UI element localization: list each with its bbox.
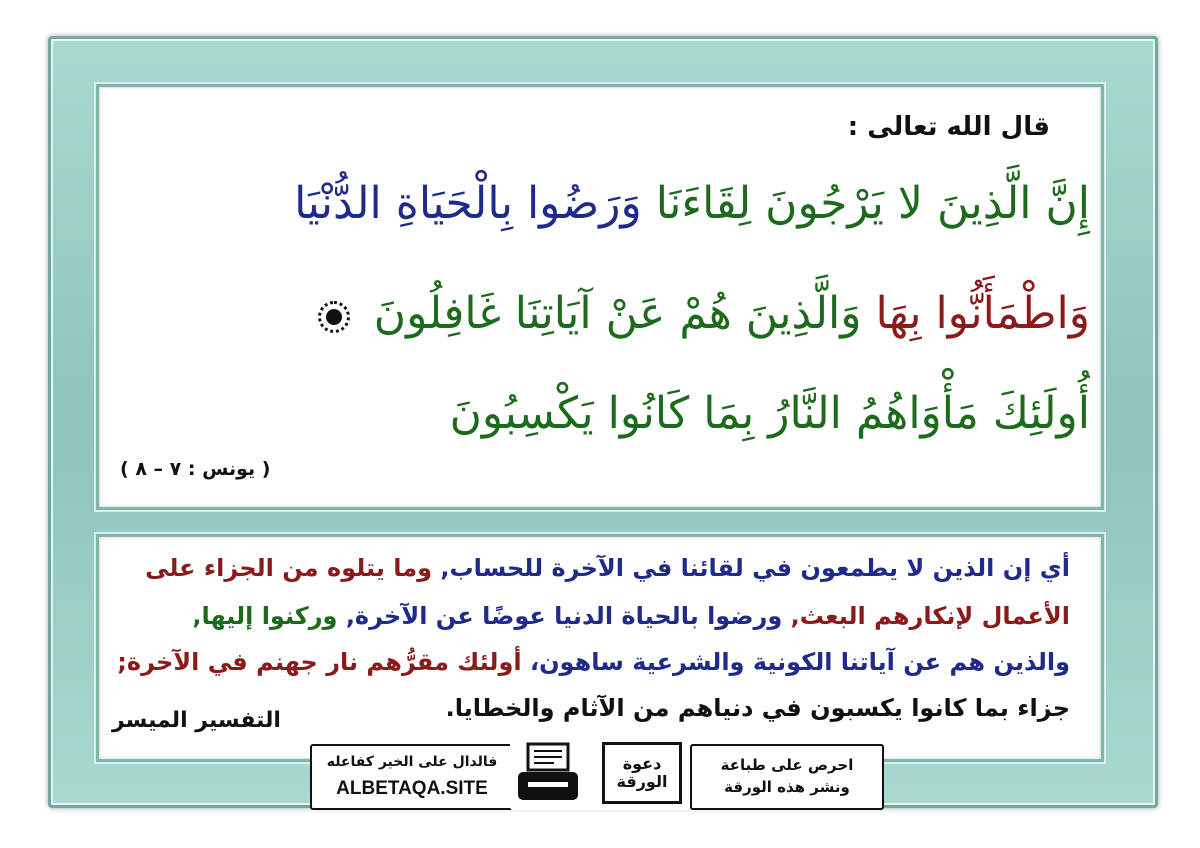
verse-line-1-part-a: إِنَّ الَّذِينَ لا يَرْجُونَ لِقَاءَنَا [655, 178, 1090, 229]
verse-line-3: أُولَئِكَ مَأْوَاهُمُ النَّارُ بِمَا كَانُوا يَكْسِبُونَ [449, 388, 1090, 439]
verse-line-2 [120, 288, 1090, 339]
tafsir-line-3 [117, 648, 1070, 676]
logo-text: دعوة الورقة [616, 754, 668, 791]
tafsir-line-2-part-b: ورضوا بالحياة الدنيا عوضًا عن الآخرة, [345, 602, 783, 630]
verse-line-2-part-b: وَالَّذِينَ هُمْ عَنْ آيَاتِنَا غَافِلُونَ [373, 288, 862, 339]
tafsir-line-2-part-c: وركنوا إليها, [192, 602, 338, 630]
verse-line-1 [120, 178, 1090, 229]
verse-line-1-part-b: وَرَضُوا بِالْحَيَاةِ الدُّنْيَا [294, 178, 642, 229]
logo-block [510, 738, 690, 810]
site-badge [310, 744, 514, 810]
site-url[interactable]: ALBETAQA.SITE [336, 778, 488, 799]
print-urge-badge [690, 744, 884, 810]
dalil-text: فالدال على الخير كفاعله [326, 754, 498, 770]
tafsir-line-2-part-a: الأعمال لإنكارهم البعث, [790, 602, 1070, 630]
logo-mark [602, 742, 682, 804]
verse-reference: ( يونس : ٧ – ٨ ) [120, 458, 271, 480]
urge-line-1: احرص على طباعة [720, 756, 854, 774]
tafsir-source: التفسير الميسر [112, 708, 281, 733]
tafsir-line-1-part-a: أي إن الذين لا يطمعون في لقائنا في الآخرة للحساب, [440, 554, 1070, 582]
tafsir-line-4: جزاء بما كانوا يكسبون في دنياهم من الآثام والخطايا. [445, 694, 1070, 722]
tafsir-line-3-part-a: والذين هم عن آياتنا الكونية والشرعية ساهون، [529, 648, 1070, 676]
tafsir-line-2 [120, 602, 1070, 630]
ayah-end-icon [318, 301, 350, 333]
verse-line-2-part-a: وَاطْمَأَنُّوا بِهَا [875, 288, 1090, 339]
tafsir-line-1-part-b: وما يتلوه من الجزاء على [145, 554, 432, 582]
tafsir-line-1 [120, 554, 1070, 582]
tafsir-line-3-part-b: أولئك مقرُّهم نار جهنم في الآخرة; [117, 648, 522, 676]
intro-heading: قال الله تعالى : [847, 112, 1050, 142]
urge-line-2: ونشر هذه الورقة [724, 778, 850, 796]
